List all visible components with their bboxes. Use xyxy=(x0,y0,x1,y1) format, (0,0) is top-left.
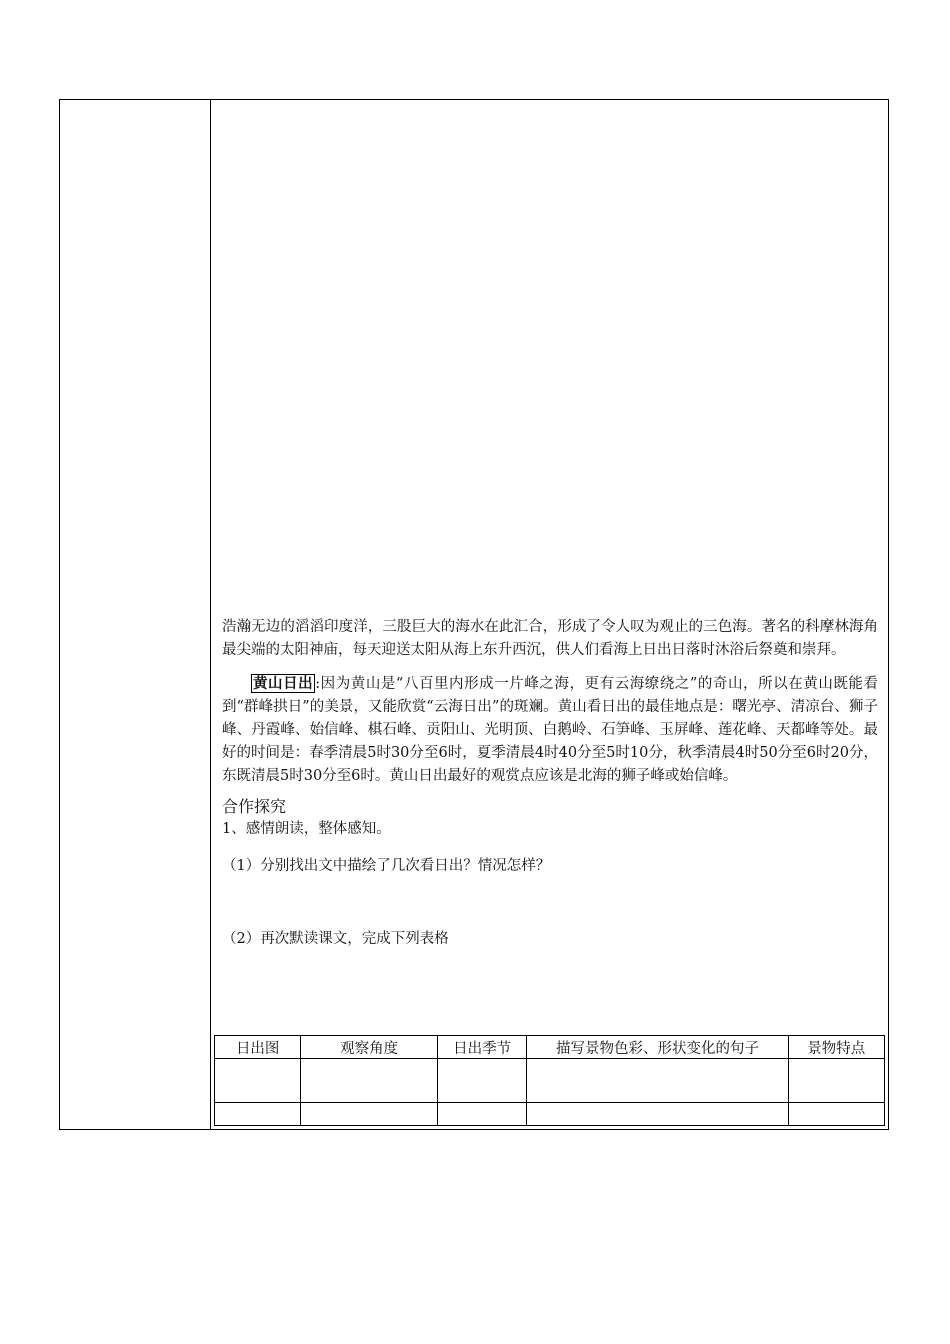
table-row xyxy=(215,1059,885,1103)
table-cell[interactable] xyxy=(301,1103,438,1126)
table-header-row xyxy=(215,1036,885,1059)
huangshan-sunrise-text: :因为黄山是“八百里内形成一片峰之海，更有云海缭绕之”的奇山，所以在黄山既能看到“群峰拱日”的美景，又能欣赏“云海日出”的斑斓。黄山看日出的最佳地点是：曙光亭、清凉台、狮子峰、丹霞峰、始信峰、棋石峰、贡阳山、光明顶、白鹅岭、石笋峰、玉屏峰、莲花峰、天都峰等处。最好的时间是：春季清晨5时30分至6时，夏季清晨4时40分至5时10分，秋季清晨4时50分至6时20分，东既清晨5时30分至6时。黄山日出最好的观赏点应该是北海的狮子峰或始信峰。 xyxy=(222,676,878,784)
left-column-cell xyxy=(60,100,211,1129)
table-cell[interactable] xyxy=(215,1059,301,1103)
right-column-cell xyxy=(212,100,888,1129)
table-cell[interactable] xyxy=(788,1103,884,1126)
header-sunrise-picture: 日出图 xyxy=(215,1036,301,1059)
huangshan-sunrise-label: 黄山日出 xyxy=(253,675,314,692)
table-cell[interactable] xyxy=(437,1103,526,1126)
table-cell[interactable] xyxy=(215,1103,301,1126)
header-scenery-features: 景物特点 xyxy=(788,1036,884,1059)
header-description-sentences: 描写景物色彩、形状变化的句子 xyxy=(527,1036,788,1059)
sunrise-worksheet-table xyxy=(214,1035,885,1126)
question-2: （2）再次默读课文，完成下列表格 xyxy=(222,931,449,947)
document-table xyxy=(59,99,889,1130)
question-1: （1）分别找出文中描绘了几次看日出？情况怎样？ xyxy=(222,858,551,874)
table-cell[interactable] xyxy=(301,1059,438,1103)
task-item-1: 1、感情朗读，整体感知。 xyxy=(222,821,391,837)
paragraph-huangshan-sunrise xyxy=(222,672,878,788)
table-cell[interactable] xyxy=(788,1059,884,1103)
table-row xyxy=(215,1103,885,1126)
header-sunrise-season: 日出季节 xyxy=(437,1036,526,1059)
section-heading: 合作探究 xyxy=(222,797,287,816)
table-cell[interactable] xyxy=(527,1059,788,1103)
content-area xyxy=(222,616,878,951)
table-cell[interactable] xyxy=(527,1103,788,1126)
paragraph-three-color-sea: 浩瀚无边的滔滔印度洋，三股巨大的海水在此汇合，形成了令人叹为观止的三色海。著名的科摩林海角最尖端的太阳神庙，每天迎送太阳从海上东升西沉，供人们看海上日出日落时沐浴后祭奠和崇拜。 xyxy=(222,619,878,658)
header-observation-angle: 观察角度 xyxy=(301,1036,438,1059)
table-cell[interactable] xyxy=(437,1059,526,1103)
